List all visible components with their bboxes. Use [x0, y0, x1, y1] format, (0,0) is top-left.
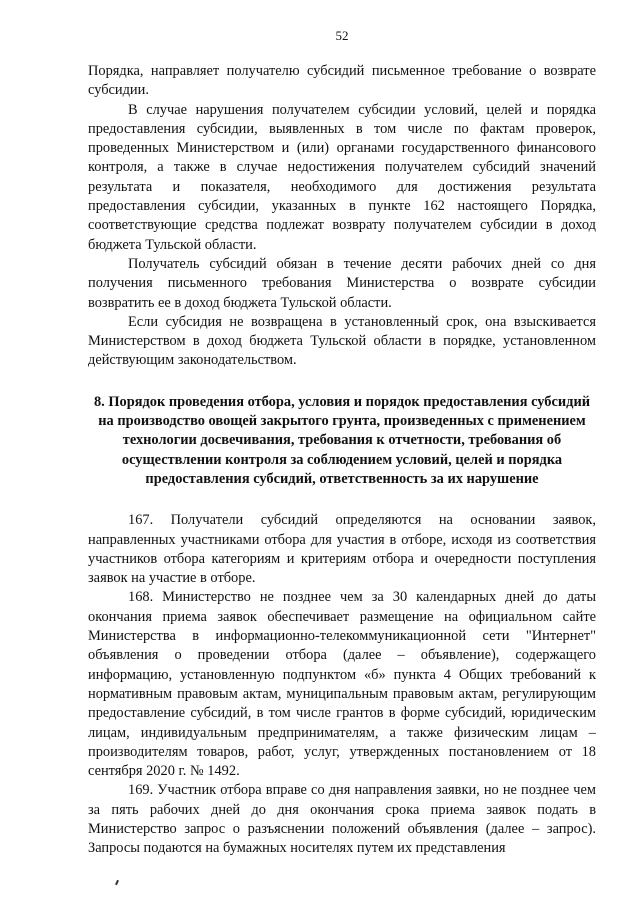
paragraph: 167. Получатели субсидий определяются на основании заявок, направленных участниками отбора для участия в отборе, исходя из соответствия участников отбора категориям и критериям отбора и очередности поступления заявок на участие в отборе. — [88, 512, 596, 587]
section-heading: 8. Порядок проведения отбора, условия и порядок предоставления субсидий на производство овощей закрытого грунта, произведенных с применением технологии досвечивания, требования к отчетности, требования об осуществлении контроля за соблюдением условий, целей и порядка предоставления субсидий, ответственность за их нарушение — [93, 393, 591, 487]
paragraph: Если субсидия не возвращена в установленный срок, она взыскивается Министерством в доход бюджета Тульской области в порядке, установленном действующим законодательством. — [88, 313, 596, 369]
page-number: 52 — [335, 28, 349, 43]
paragraph: Порядка, направляет получателю субсидий письменное требование о возврате субсидии. — [88, 63, 596, 99]
paragraph: Получатель субсидий обязан в течение десяти рабочих дней со дня получения письменного требования Министерства о возврате субсидии возвратить ее в доход бюджета Тульской области. — [88, 255, 596, 311]
paragraph: 169. Участник отбора вправе со дня направления заявки, но не позднее чем за пять рабочих дней до дня окончания срока приема заявок подать в Министерство запрос о разъяснении положений объявления (далее – запрос). Запросы подаются на бумажных носителях путем их представления — [88, 782, 596, 857]
paragraph: 168. Министерство не позднее чем за 30 календарных дней до даты окончания приема заявок обеспечивает размещение на официальном сайте Министерства в информационно-телекоммуникационной сети "Интернет" объявления о проведении отбора (далее – объявление), содержащего информацию, установленную подпунктом «б» пункта 4 Общих требований к нормативным правовым актам, муниципальным правовым актам, регулирующим предоставление субсидий, в том числе грантов в форме субсидий, юридическим лицам, индивидуальным предпринимателям, а также физическим лицам – производителям товаров, работ, услуг, утвержденных постановлением от 18 сентября 2020 г. № 1492. — [88, 589, 596, 780]
scan-mark — [115, 880, 119, 885]
paragraph: В случае нарушения получателем субсидии условий, целей и порядка предоставления субсидии, выявленных в том числе по фактам проверок, проведенных Министерством и (или) органами государственного финансового контроля, а также в случае недостижения получателем субсидий значений результата и показателя, необходимого для достижения результата предоставления субсидии, указанных в пункте 162 настоящего Порядка, соответствующие средства подлежат возврату получателем субсидии в доход бюджета Тульской области. — [88, 101, 596, 253]
